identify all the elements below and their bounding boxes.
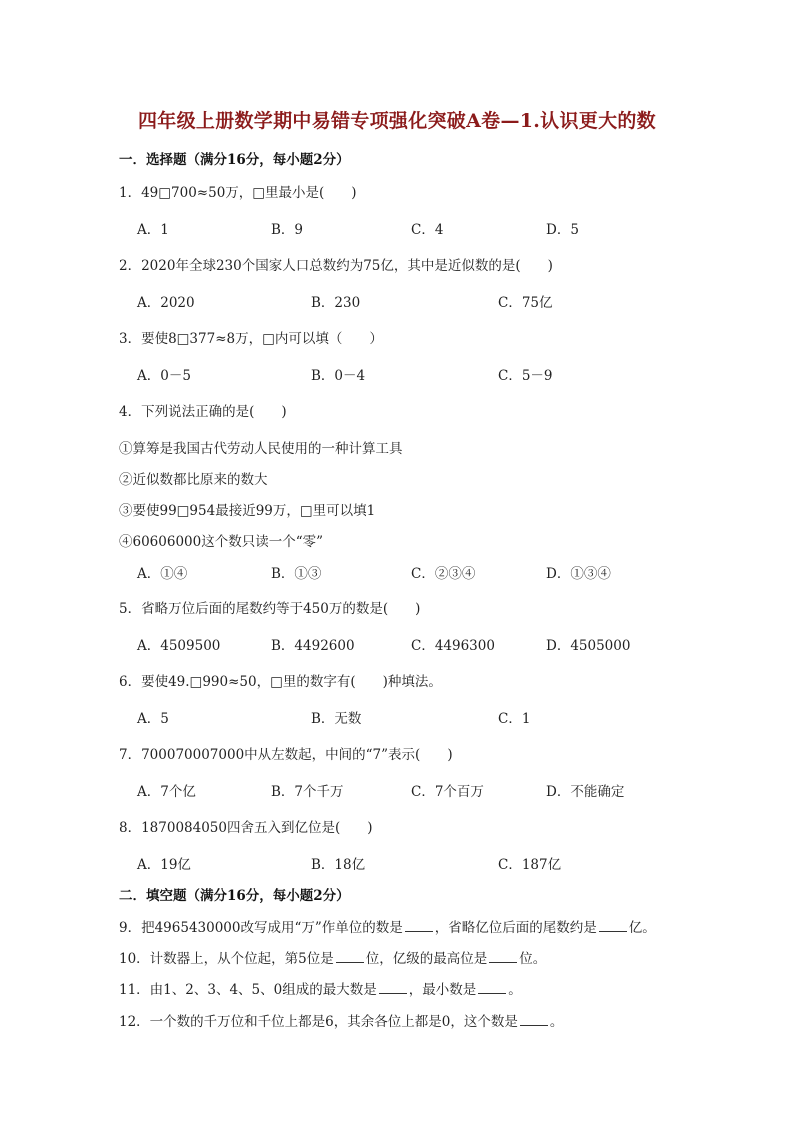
q12-text-1: 12．一个数的千万位和千位上都是6，其余各位上都是0，这个数是	[119, 1014, 518, 1030]
q4-option-b: B．①③	[271, 566, 322, 582]
q8-option-b: B．18亿	[311, 857, 366, 873]
q9-text-2: ，省略亿位后面的尾数约是	[434, 920, 597, 936]
q1-option-a: A．1	[137, 222, 169, 238]
q9-blank-2[interactable]	[599, 919, 627, 932]
q2-option-a: A．2020	[137, 295, 195, 311]
q4-option-a: A．①④	[137, 566, 188, 582]
question-3: 3．要使8□377≈8万，□内可以填（ ）	[119, 331, 383, 347]
q5-option-a: A．4509500	[137, 638, 221, 654]
q6-option-b: B．无数	[311, 711, 362, 727]
q4-option-c: C．②③④	[411, 566, 476, 582]
q11-blank-1[interactable]	[379, 981, 407, 994]
question-6: 6．要使49.□990≈50，□里的数字有( )种填法。	[119, 674, 442, 690]
section-choice-heading: 一．选择题（满分16分，每小题2分）	[119, 152, 350, 168]
q11-text-3: 。	[508, 982, 522, 998]
q11-blank-2[interactable]	[478, 981, 506, 994]
q2-option-b: B．230	[311, 295, 361, 311]
q8-option-c: C．187亿	[498, 857, 562, 873]
q5-option-c: C．4496300	[411, 638, 495, 654]
q11-text-1: 11．由1、2、3、4、5、0组成的最大数是	[119, 982, 377, 998]
section-fill-heading: 二．填空题（满分16分，每小题2分）	[119, 888, 350, 904]
q5-option-b: B．4492600	[271, 638, 355, 654]
q4-option-d: D．①③④	[546, 566, 611, 582]
q4-statement-3: ③要使99□954最接近99万，□里可以填1	[119, 503, 376, 519]
question-9	[119, 916, 656, 936]
q3-option-b: B．0－4	[311, 368, 366, 384]
q3-option-a: A．0－5	[137, 368, 191, 384]
q6-option-c: C．1	[498, 711, 531, 727]
q10-text-3: 位。	[519, 951, 547, 967]
q6-option-a: A．5	[137, 711, 169, 727]
question-8: 8．1870084050四舍五入到亿位是( )	[119, 820, 373, 836]
question-12	[119, 1010, 563, 1030]
q4-statement-4: ④60606000这个数只读一个“零”	[119, 534, 324, 550]
q10-blank-2[interactable]	[489, 950, 517, 963]
q1-option-c: C．4	[411, 222, 444, 238]
question-1: 1．49□700≈50万，□里最小是( )	[119, 185, 357, 201]
page-title: 四年级上册数学期中易错专项强化突破A卷—1.认识更大的数	[138, 110, 656, 132]
question-2: 2．2020年全球230个国家人口总数约为75亿，其中是近似数的是( )	[119, 258, 553, 274]
question-7: 7．700070007000中从左数起，中间的“7”表示( )	[119, 747, 453, 763]
q10-text-2: 位，亿级的最高位是	[365, 951, 488, 967]
q12-text-2: 。	[549, 1014, 564, 1030]
q10-blank-1[interactable]	[336, 950, 364, 963]
q9-text-1: 9．把4965430000改写成用“万”作单位的数是	[119, 920, 403, 936]
q9-text-3: 亿。	[628, 920, 656, 936]
q1-option-b: B．9	[271, 222, 304, 238]
q11-text-2: ，最小数是	[408, 982, 477, 998]
q8-option-a: A．19亿	[137, 857, 191, 873]
q2-option-c: C．75亿	[498, 295, 553, 311]
q7-option-c: C．7个百万	[411, 784, 484, 800]
question-10	[119, 947, 546, 967]
question-11	[119, 978, 522, 998]
q1-option-d: D．5	[546, 222, 579, 238]
q7-option-b: B．7个千万	[271, 784, 344, 800]
q4-statement-1: ①算筹是我国古代劳动人民使用的一种计算工具	[119, 441, 403, 457]
q4-statement-2: ②近似数都比原来的数大	[119, 472, 268, 488]
q5-option-d: D．4505000	[546, 638, 631, 654]
question-5: 5．省略万位后面的尾数约等于450万的数是( )	[119, 601, 421, 617]
q3-option-c: C．5－9	[498, 368, 553, 384]
q7-option-d: D．不能确定	[546, 784, 625, 800]
question-4: 4．下列说法正确的是( )	[119, 404, 287, 420]
q10-text-1: 10．计数器上，从个位起，第5位是	[119, 951, 334, 967]
q7-option-a: A．7个亿	[137, 784, 196, 800]
q9-blank-1[interactable]	[405, 919, 433, 932]
q12-blank-1[interactable]	[520, 1013, 548, 1026]
